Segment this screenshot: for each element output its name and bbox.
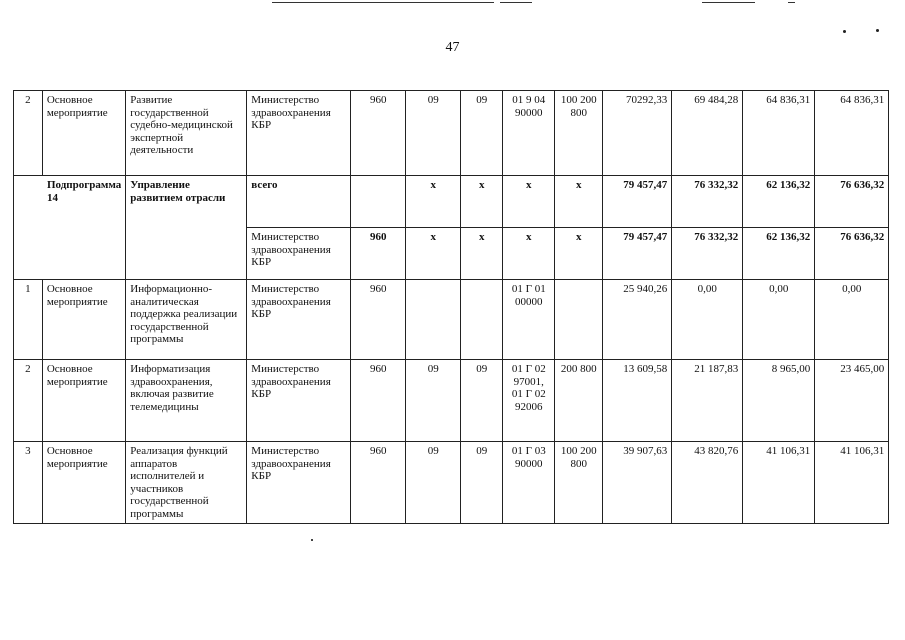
cell-csr: 01 Г 03 90000 bbox=[503, 442, 555, 524]
cell-value: 41 106,31 bbox=[743, 442, 815, 524]
row-executor: Министерство здравоохранения КБР bbox=[247, 228, 351, 280]
cell-value: 41 106,31 bbox=[815, 442, 889, 524]
table-row bbox=[14, 280, 889, 360]
cell-vr: 100 200 800 bbox=[555, 91, 603, 176]
table-row bbox=[14, 442, 889, 524]
cell-vr: 100 200 800 bbox=[555, 442, 603, 524]
cell-grbs bbox=[351, 176, 406, 228]
scan-dot bbox=[843, 30, 846, 33]
cell-value: 76 636,32 bbox=[815, 176, 889, 228]
cell-rz bbox=[406, 280, 461, 360]
cell-value: 70292,33 bbox=[603, 91, 672, 176]
row-type: Основное мероприятие bbox=[42, 91, 125, 176]
cell-value: 79 457,47 bbox=[603, 176, 672, 228]
cell-value: 39 907,63 bbox=[603, 442, 672, 524]
row-number: 1 bbox=[14, 280, 43, 360]
row-executor: всего bbox=[247, 176, 351, 228]
cell-value: 64 836,31 bbox=[815, 91, 889, 176]
cell-rz: 09 bbox=[406, 360, 461, 442]
cell-pr: 09 bbox=[461, 360, 503, 442]
program-table bbox=[13, 90, 889, 524]
table-row bbox=[14, 360, 889, 442]
cell-value: 0,00 bbox=[743, 280, 815, 360]
cell-csr: 01 Г 01 00000 bbox=[503, 280, 555, 360]
cell-value: 76 332,32 bbox=[672, 228, 743, 280]
cell-value: 62 136,32 bbox=[743, 228, 815, 280]
top-rule bbox=[272, 2, 494, 3]
table-row bbox=[14, 91, 889, 176]
cell-value: 76 332,32 bbox=[672, 176, 743, 228]
row-type: Основное мероприятие bbox=[42, 280, 125, 360]
cell-pr: 09 bbox=[461, 91, 503, 176]
cell-value: 13 609,58 bbox=[603, 360, 672, 442]
row-number: 2 bbox=[14, 360, 43, 442]
row-number: 2 bbox=[14, 91, 43, 176]
table-row bbox=[14, 176, 889, 228]
row-name: Управление развитием отрасли bbox=[126, 176, 247, 280]
cell-vr: х bbox=[555, 176, 603, 228]
subprogram-title: Подпрограмма 14 bbox=[47, 179, 122, 204]
cell-value: 69 484,28 bbox=[672, 91, 743, 176]
cell-pr bbox=[461, 280, 503, 360]
cell-value: 43 820,76 bbox=[672, 442, 743, 524]
top-rule bbox=[788, 2, 795, 3]
cell-grbs: 960 bbox=[351, 280, 406, 360]
cell-grbs: 960 bbox=[351, 442, 406, 524]
top-rule bbox=[702, 2, 755, 3]
cell-rz: 09 bbox=[406, 442, 461, 524]
row-name: Информационно-аналитическая поддержка реализации государственной программы bbox=[126, 280, 247, 360]
cell-vr bbox=[555, 280, 603, 360]
cell-value: 8 965,00 bbox=[743, 360, 815, 442]
cell-value: 0,00 bbox=[815, 280, 889, 360]
cell-value: 23 465,00 bbox=[815, 360, 889, 442]
row-name: Развитие государственной судебно-медицинской экспертной деятельности bbox=[126, 91, 247, 176]
cell-grbs: 960 bbox=[351, 360, 406, 442]
row-executor: Министерство здравоохранения КБР bbox=[247, 280, 351, 360]
cell-grbs: 960 bbox=[351, 91, 406, 176]
scan-dot bbox=[311, 539, 313, 541]
row-type: Основное мероприятие bbox=[42, 360, 125, 442]
cell-csr: х bbox=[503, 228, 555, 280]
top-rule bbox=[500, 2, 532, 3]
scan-dot bbox=[876, 29, 879, 32]
cell-csr: 01 Г 02 97001, 01 Г 02 92006 bbox=[503, 360, 555, 442]
cell-csr: 01 9 04 90000 bbox=[503, 91, 555, 176]
row-type: Основное мероприятие bbox=[42, 442, 125, 524]
cell-rz: х bbox=[406, 176, 461, 228]
row-name: Информатизация здравоохранения, включая развитие телемедицины bbox=[126, 360, 247, 442]
cell-rz: 09 bbox=[406, 91, 461, 176]
cell-value: 21 187,83 bbox=[672, 360, 743, 442]
row-executor: Министерство здравоохранения КБР bbox=[247, 360, 351, 442]
cell-vr: 200 800 bbox=[555, 360, 603, 442]
cell-grbs: 960 bbox=[351, 228, 406, 280]
cell-vr: х bbox=[555, 228, 603, 280]
cell-csr: х bbox=[503, 176, 555, 228]
cell-rz: х bbox=[406, 228, 461, 280]
cell-pr: х bbox=[461, 228, 503, 280]
cell-value: 62 136,32 bbox=[743, 176, 815, 228]
page-number: 47 bbox=[445, 40, 460, 55]
cell-value: 0,00 bbox=[672, 280, 743, 360]
row-number: 3 bbox=[14, 442, 43, 524]
row-executor: Министерство здравоохранения КБР bbox=[247, 442, 351, 524]
cell-value: 76 636,32 bbox=[815, 228, 889, 280]
cell-pr: х bbox=[461, 176, 503, 228]
cell-pr: 09 bbox=[461, 442, 503, 524]
cell-value: 25 940,26 bbox=[603, 280, 672, 360]
cell-value: 64 836,31 bbox=[743, 91, 815, 176]
cell-value: 79 457,47 bbox=[603, 228, 672, 280]
subprogram-label bbox=[14, 176, 126, 280]
row-executor: Министерство здравоохранения КБР bbox=[247, 91, 351, 176]
row-name: Реализация функций аппаратов исполнителей и участников государственной программы bbox=[126, 442, 247, 524]
